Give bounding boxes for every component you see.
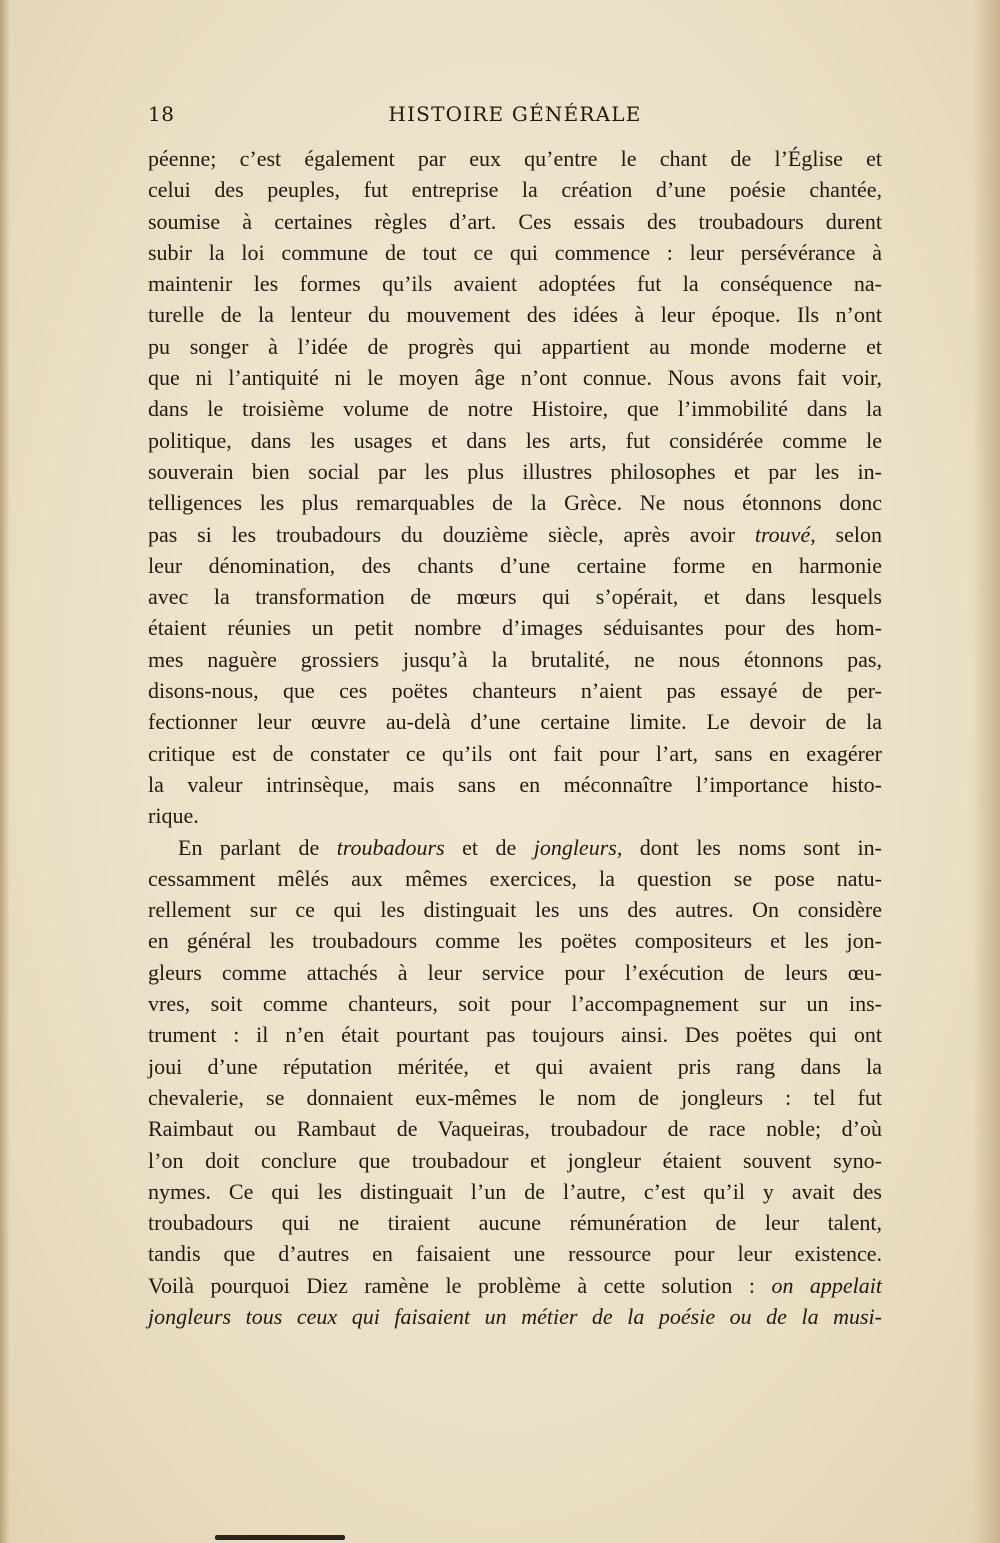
text-run: En parlant de [178, 834, 337, 860]
text-line: celui des peuples, fut entreprise la création d’une poésie chantée, [148, 177, 882, 203]
text-line: l’on doit conclure que troubadour et jongleur étaient souvent syno- [148, 1147, 882, 1173]
text-line: troubadours qui ne tiraient aucune rémunération de leur talent, [148, 1210, 882, 1236]
text-run: dont les noms sont in- [622, 834, 882, 860]
italic-term: jongleurs, [533, 834, 623, 860]
text-line: chevalerie, se donnaient eux-mêmes le nom de jongleurs : tel fut [148, 1084, 882, 1110]
text-line: fectionner leur œuvre au-delà d’une certaine limite. Le devoir de la [148, 709, 882, 735]
text-run: pas si les troubadours du douzième siècle, après avoir [148, 521, 755, 547]
text-line: que ni l’antiquité ni le moyen âge n’ont connue. Nous avons fait voir, [148, 365, 882, 391]
text-line: souverain bien social par les plus illustres philosophes et par les in- [148, 458, 882, 484]
text-run: et de [444, 834, 534, 860]
text-line: telligences les plus remarquables de la Grèce. Ne nous étonnons donc [148, 490, 882, 516]
text-line [148, 1270, 882, 1301]
page-number: 18 [148, 102, 175, 126]
text-line: pu songer à l’idée de progrès qui appartient au monde moderne et [148, 333, 882, 359]
text-line [148, 519, 882, 550]
text-line [148, 832, 882, 863]
text-line: soumise à certaines règles d’art. Ces essais des troubadours durent [148, 208, 882, 234]
text-line: nymes. Ce qui les distinguait l’un de l’autre, c’est qu’il y avait des [148, 1178, 882, 1204]
text-line: politique, dans les usages et dans les arts, fut considérée comme le [148, 427, 882, 453]
text-line: disons-nous, que ces poëtes chanteurs n’aient pas essayé de per- [148, 678, 882, 704]
italic-quote: jongleurs tous ceux qui faisaient un métier de la poésie ou de la musi- [148, 1303, 882, 1329]
italic-term: troubadours [336, 834, 445, 860]
page-bottom-mark [215, 1535, 345, 1540]
text-line: gleurs comme attachés à leur service pour l’exécution de leurs œu- [148, 959, 882, 985]
text-line: rellement sur ce qui les distinguait les uns des autres. On considère [148, 897, 882, 923]
text-line: dans le troisième volume de notre Histoire, que l’immobilité dans la [148, 396, 882, 422]
text-line: tandis que d’autres en faisaient une ressource pour leur existence. [148, 1241, 882, 1267]
text-line: turelle de la lenteur du mouvement des idées à leur époque. Ils n’ont [148, 302, 882, 328]
text-line: péenne; c’est également par eux qu’entre le chant de l’Église et [148, 146, 882, 171]
text-line: vres, soit comme chanteurs, soit pour l’accompagnement sur un ins- [148, 991, 882, 1017]
running-head: HISTOIRE GÉNÉRALE [388, 102, 642, 126]
text-line: maintenir les formes qu’ils avaient adoptées fut la conséquence na- [148, 271, 882, 297]
text-line: joui d’une réputation méritée, et qui avaient pris rang dans la [148, 1053, 882, 1079]
text-line: mes naguère grossiers jusqu’à la brutalité, ne nous étonnons pas, [148, 646, 882, 672]
text-line: la valeur intrinsèque, mais sans en méconnaître l’importance histo- [148, 771, 882, 797]
text-line: cessamment mêlés aux mêmes exercices, la question se pose natu- [148, 865, 882, 891]
text-line: critique est de constater ce qu’ils ont fait pour l’art, sans en exagérer [148, 740, 882, 766]
text-line: subir la loi commune de tout ce qui commence : leur persévérance à [148, 239, 882, 265]
page-edge-left [0, 0, 10, 1543]
italic-quote: on appelait [771, 1272, 882, 1298]
page-header [148, 102, 882, 132]
text-line: rique. [148, 803, 199, 829]
text-line: trument : il n’en était pourtant pas toujours ainsi. Des poëtes qui ont [148, 1022, 882, 1048]
text-line: avec la transformation de mœurs qui s’opérait, et dans lesquels [148, 584, 882, 610]
italic-term: trouvé, [754, 521, 816, 547]
text-line: Raimbaut ou Rambaut de Vaqueiras, troubadour de race noble; d’où [148, 1116, 882, 1142]
text-line [148, 1301, 882, 1332]
text-run: selon [815, 521, 882, 547]
text-line: leur dénomination, des chants d’une certaine forme en harmonie [148, 552, 882, 578]
text-run: Voilà pourquoi Diez ramène le problème à cette solution : [148, 1272, 772, 1298]
text-line: en général les troubadours comme les poëtes compositeurs et les jon- [148, 928, 882, 954]
text-line: étaient réunies un petit nombre d’images séduisantes pour des hom- [148, 615, 882, 641]
page-edge-right [972, 0, 1000, 1543]
body-text [148, 143, 882, 1332]
